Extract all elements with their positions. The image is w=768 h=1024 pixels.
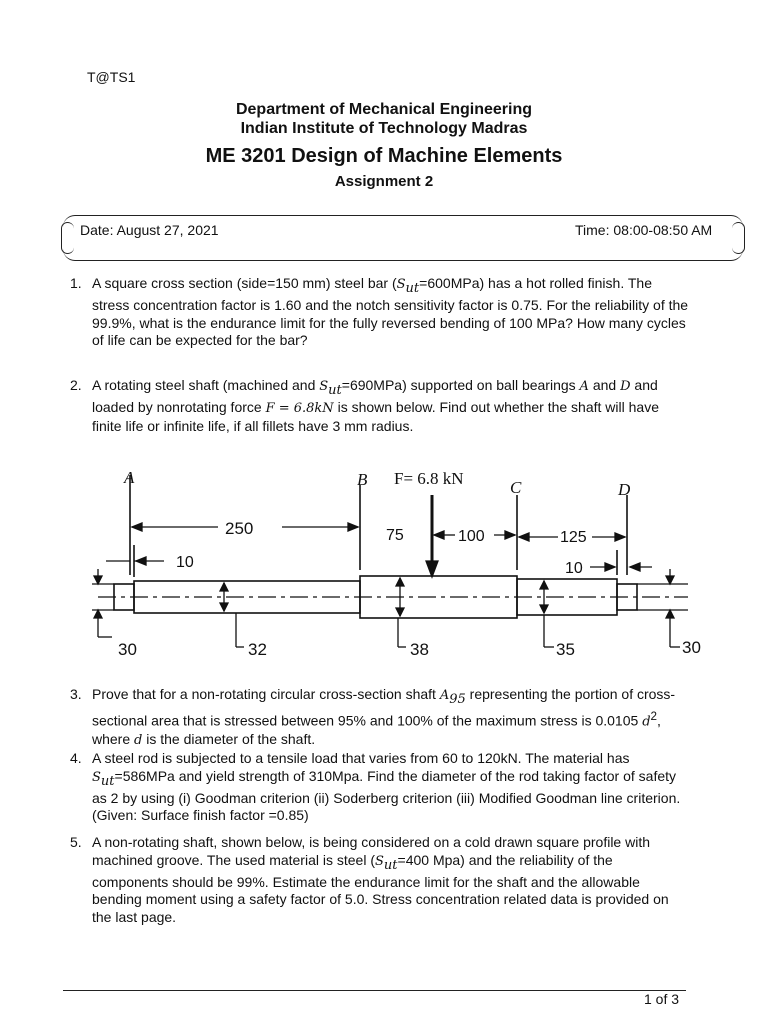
question-4 bbox=[70, 750, 690, 825]
dim-250: 250 bbox=[225, 519, 254, 538]
question-3 bbox=[70, 686, 690, 750]
math-symbol: S bbox=[375, 853, 384, 869]
document-tag: T@TS1 bbox=[87, 69, 136, 85]
dim-10-left: 10 bbox=[176, 554, 194, 571]
dia-35: 35 bbox=[556, 640, 575, 659]
footer-rule bbox=[63, 990, 686, 991]
question-text: Prove that for a non-rotating circular cross-section shaft $A_{95}$ representing the portion of cross-sectional area that is stressed between 95% and 100% of the maximum stress is 0.0105 $d^2$, where d is the diameter of the shaft. bbox=[92, 686, 676, 749]
dia-32: 32 bbox=[248, 640, 267, 659]
dim-10-right: 10 bbox=[565, 560, 583, 577]
math-symbol: S bbox=[92, 769, 101, 785]
page-number: 1 of 3 bbox=[644, 991, 680, 1007]
question-5 bbox=[70, 834, 690, 926]
question-number: 3. bbox=[70, 686, 82, 702]
label-c: C bbox=[510, 478, 522, 497]
math-symbol: S bbox=[396, 277, 406, 292]
force-label: F= 6.8 kN bbox=[394, 469, 464, 488]
dia-30-right: 30 bbox=[682, 638, 701, 657]
question-2 bbox=[70, 377, 690, 435]
label-d: D bbox=[618, 480, 631, 499]
department-heading: Department of Mechanical Engineering bbox=[235, 101, 533, 118]
dia-30-left: 30 bbox=[118, 640, 137, 659]
time-text: Time: 08:00-08:50 AM bbox=[575, 222, 713, 238]
question-number: 4. bbox=[70, 750, 82, 766]
question-text: A non-rotating shaft, shown below, is being considered on a cold drawn square profile with machined groove. The used material is steel ($S_{ut}=400$ Mpa) and the reliability of the components should be 99%. Estimate the endurance limit for the shaft and the allowable bending moment using a safety factor of 5.0. Stress concentration related data is provided on the last page. bbox=[92, 834, 669, 925]
assignment-title: Assignment 2 bbox=[334, 173, 434, 190]
dim-75: 75 bbox=[386, 527, 404, 544]
question-number: 5. bbox=[70, 834, 82, 850]
date-text: Date: August 27, 2021 bbox=[80, 222, 219, 238]
dim-125: 125 bbox=[560, 529, 587, 546]
institute-heading: Indian Institute of Technology Madras bbox=[240, 120, 528, 137]
label-a: A bbox=[124, 468, 135, 487]
math-symbol: A bbox=[439, 688, 450, 703]
question-text: A square cross section (side=150 mm) steel bar $(S_{ut}=600MPa)$ has a hot rolled finish. The stress concentration factor is 1.60 and the notch sensitivity factor is 0.75. For the reliability of the 99.9%, what is the endurance limit for the fully reversed bending of 100 MPa? How many cycles of life can be expected for the bar? bbox=[92, 275, 689, 349]
shaft-diagram bbox=[92, 465, 701, 665]
dim-100: 100 bbox=[458, 528, 485, 545]
question-number: 1. bbox=[70, 275, 82, 291]
course-title: ME 3201 Design of Machine Elements bbox=[205, 145, 563, 167]
label-b: B bbox=[357, 470, 368, 489]
question-text: A steel rod is subjected to a tensile load that varies from 60 to 120kN. The material has $S_{ut}=586MPa$ and yield strength of 310Mpa. Find the diameter of the rod taking factor of safety as 2 by using (i) Goodman criterion (ii) Soderberg criterion (iii) Modified Goodman line criterion. (Given: Surface finish factor =0.85) bbox=[92, 750, 681, 824]
question-text: A rotating steel shaft (machined and $S_{ut}=690MPa$) supported on ball bearings A and D and loaded by nonrotating force F = 6.8kN is shown below. Find out whether the shaft will have finite life or infinite life, if all fillets have 3 mm radius. bbox=[92, 377, 659, 434]
math-symbol: S bbox=[319, 379, 329, 394]
question-number: 2. bbox=[70, 377, 82, 393]
question-1 bbox=[70, 275, 690, 350]
dia-38: 38 bbox=[410, 640, 429, 659]
